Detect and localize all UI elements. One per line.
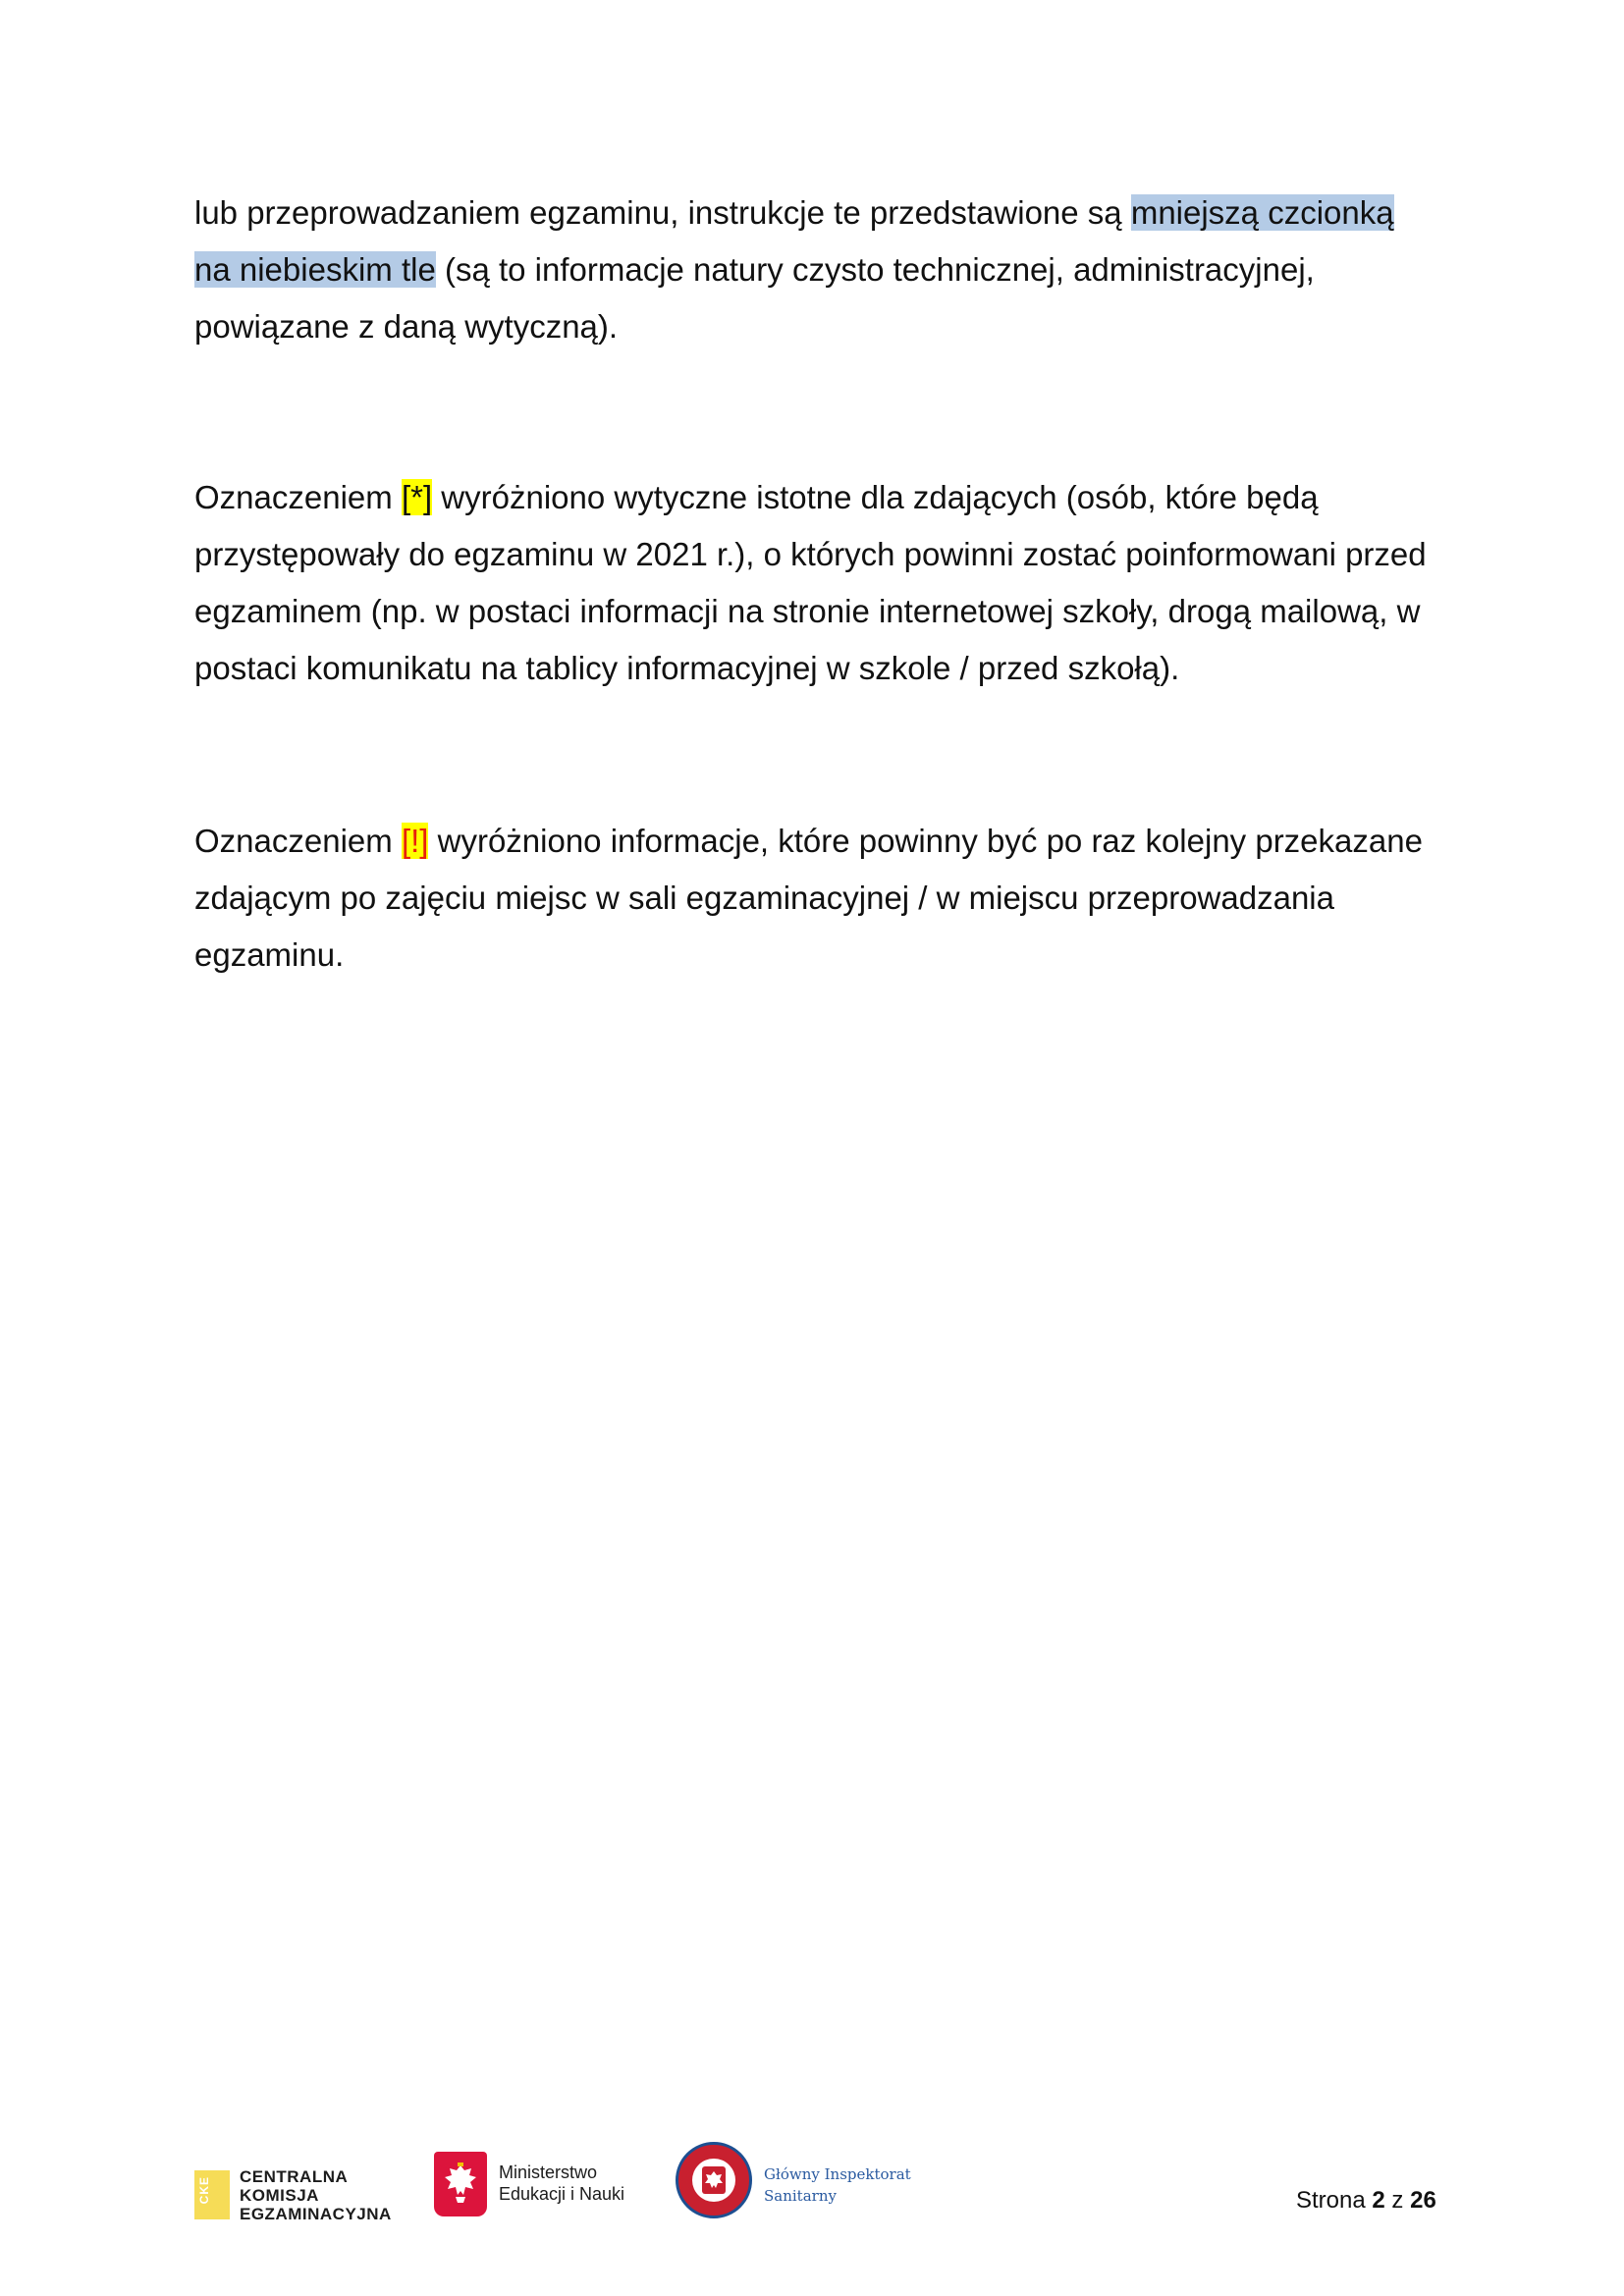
page-label: Strona — [1296, 2187, 1366, 2214]
paragraph-text: Oznaczeniem — [194, 823, 402, 859]
white-eagle-icon — [434, 2152, 487, 2216]
paragraph-star-marker — [194, 469, 1461, 697]
gis-line-2: Sanitarny — [764, 2187, 837, 2205]
page-total: 26 — [1410, 2187, 1436, 2214]
cke-mark-text: CKE — [197, 2176, 211, 2205]
page-footer — [0, 2130, 1624, 2238]
paragraph-exclamation-marker — [194, 813, 1461, 984]
cke-line-3: EGZAMINACYJNA — [240, 2205, 392, 2223]
men-line-1: Ministerstwo — [499, 2163, 598, 2182]
cke-logo — [194, 2167, 410, 2222]
star-marker: [*] — [401, 479, 433, 515]
gis-logo-text — [764, 2163, 911, 2207]
cke-logo-mark — [194, 2170, 230, 2219]
gis-line-1: Główny Inspektorat — [764, 2165, 911, 2183]
paragraph-technical-info — [194, 185, 1461, 355]
paragraph-text: Oznaczeniem — [194, 479, 402, 515]
gis-logo — [676, 2142, 931, 2226]
blue-highlight-text: na niebieskim tle — [194, 251, 436, 288]
page-number — [1296, 2187, 1436, 2215]
men-logo — [434, 2152, 650, 2220]
paragraph-text: lub przeprowadzaniem egzaminu, instrukcje te przedstawione są — [194, 194, 1131, 231]
exclamation-marker: [!] — [401, 823, 429, 859]
men-logo-text — [499, 2162, 624, 2205]
paragraph-text: (są to informacje natury czysto technicznej, administracyjnej, powiązane z daną wytyczną). — [194, 251, 1315, 345]
paragraph-text: wyróżniono informacje, które powinny być po raz kolejny przekazane zdającym po zajęciu miejsc w sali egzaminacyjnej / w miejscu przeprowadzania egzaminu. — [194, 823, 1423, 973]
page-current: 2 — [1372, 2187, 1385, 2214]
cke-line-1: CENTRALNA — [240, 2167, 349, 2186]
gis-seal-icon — [676, 2142, 752, 2218]
cke-logo-text — [240, 2167, 392, 2223]
men-line-2: Edukacji i Nauki — [499, 2184, 625, 2204]
blue-highlight-text: mniejszą czcionką — [1130, 194, 1394, 231]
page-separator: z — [1391, 2187, 1404, 2214]
cke-line-2: KOMISJA — [240, 2186, 319, 2205]
paragraph-text: wyróżniono wytyczne istotne dla zdających (osób, które będą przystępowały do egzaminu w 2021 r.), o których powinni zostać poinformowani przed egzaminem (np. w postaci informacji na stronie internetowej szkoły, drogą mailową, w postaci komunikatu na tablicy informacyjnej w szkole / przed szkołą). — [194, 479, 1427, 686]
